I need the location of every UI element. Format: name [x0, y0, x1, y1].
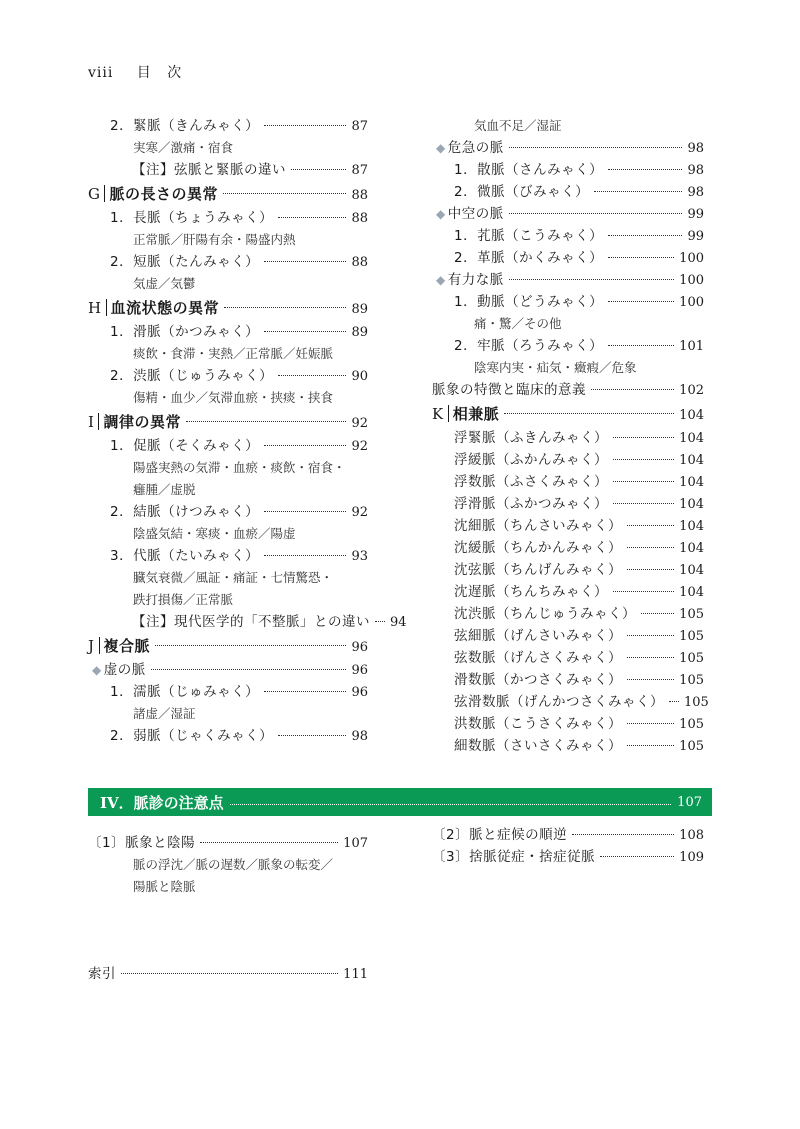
page-number: 105: [684, 695, 709, 710]
group-title: 危急の脈: [447, 140, 504, 156]
group-title: 有力な脈: [447, 272, 504, 288]
toc-subentry[interactable]: [432, 493, 704, 515]
toc-entry[interactable]: [432, 379, 704, 401]
section-title: 調律の異常: [103, 413, 181, 431]
page-number: 90: [351, 369, 368, 384]
toc-section-label: [88, 295, 219, 321]
toc-group-label: [436, 203, 504, 225]
toc-subentry[interactable]: [432, 603, 704, 625]
page-number: 88: [351, 211, 368, 226]
page-number: 105: [679, 673, 704, 688]
dot-leader: [627, 547, 674, 548]
toc-subentry[interactable]: [88, 681, 368, 703]
toc-subentry-label: 1．滑脈（かつみゃく）: [110, 324, 260, 340]
toc-subentry[interactable]: [432, 647, 704, 669]
toc-note: 実寒／激痛・宿食: [133, 140, 234, 155]
dot-leader: [155, 645, 346, 646]
toc-note: 気血不足／湿証: [474, 118, 562, 133]
dot-leader: [600, 856, 674, 857]
page-number: 92: [351, 439, 368, 454]
chapter-right-column: [432, 824, 704, 868]
toc-group-label: [92, 659, 146, 681]
dot-leader: [627, 679, 674, 680]
toc-note: 痛・驚／その他: [474, 316, 562, 331]
toc-subentry[interactable]: [432, 515, 704, 537]
toc-note: 陰盛気結・寒痰・血瘀／陽虚: [133, 526, 296, 541]
toc-subentry[interactable]: [432, 291, 704, 313]
toc-subentry[interactable]: [88, 545, 368, 567]
dot-leader: [608, 345, 674, 346]
toc-subentry-label: 2．短脈（たんみゃく）: [110, 254, 260, 270]
dot-leader: [608, 257, 674, 258]
dot-leader: [151, 669, 347, 670]
dot-leader: [230, 804, 672, 805]
dot-leader: [608, 169, 682, 170]
toc-subentry-label: 浮数脈（ふさくみゃく）: [454, 474, 608, 490]
dot-leader: [591, 389, 674, 390]
page-number: 89: [351, 302, 368, 317]
page-number: 101: [679, 339, 704, 354]
group-title: 中空の脈: [447, 206, 504, 222]
toc-note: 陽盛実熱の気滞・血瘀・痰飲・宿食・: [133, 460, 346, 475]
toc-subentry-label: 沈渋脈（ちんじゅうみゃく）: [454, 606, 636, 622]
toc-subentry[interactable]: [432, 537, 704, 559]
section-title: 相兼脈: [452, 405, 500, 423]
toc-section-label: [88, 181, 218, 207]
toc-subentry-label: 2．革脈（かくみゃく）: [454, 250, 604, 266]
toc-entry-label: 脈象の特徴と臨床的意義: [432, 382, 586, 398]
section-divider: [99, 637, 100, 654]
dot-leader: [278, 217, 346, 218]
page-number: 98: [687, 185, 704, 200]
page-number: 87: [351, 119, 368, 134]
page-number: 104: [679, 585, 704, 600]
toc-subentry[interactable]: [88, 501, 368, 523]
toc-subentry[interactable]: [432, 449, 704, 471]
group-title: 虚の脈: [103, 662, 146, 678]
toc-subentry-label: 1．散脈（さんみゃく）: [454, 162, 604, 178]
toc-group-label: [436, 269, 504, 291]
dot-leader: [641, 613, 674, 614]
dot-leader: [509, 213, 683, 214]
section-letter: J: [88, 637, 95, 655]
toc-group[interactable]: [432, 203, 704, 225]
dot-leader: [627, 723, 674, 724]
toc-subentry-label: 洪数脈（こうさくみゃく）: [454, 716, 622, 732]
toc-subentry[interactable]: [432, 625, 704, 647]
toc-subentry[interactable]: [88, 435, 368, 457]
section-letter: G: [88, 185, 101, 203]
section-title: 血流状態の異常: [110, 299, 220, 317]
toc-subentry[interactable]: [432, 713, 704, 735]
page-number: 102: [679, 383, 704, 398]
dot-leader: [264, 261, 346, 262]
toc-subentry-label: 浮緩脈（ふかんみゃく）: [454, 452, 608, 468]
toc-subentry[interactable]: [88, 251, 368, 273]
toc-subentry-label: 浮緊脈（ふきんみゃく）: [454, 430, 608, 446]
page-number: 100: [679, 273, 704, 288]
section-letter: H: [88, 299, 102, 317]
page-number: 93: [351, 549, 368, 564]
toc-subentry[interactable]: [432, 247, 704, 269]
toc-entry[interactable]: [432, 824, 704, 846]
dot-leader: [278, 735, 346, 736]
page-number: 104: [679, 431, 704, 446]
toc-note-entry-label: 【注】現代医学的「不整脈」との違い: [132, 614, 370, 630]
toc-section[interactable]: [88, 633, 368, 659]
toc-subentry[interactable]: [432, 159, 704, 181]
toc-section-label: [432, 401, 499, 427]
dot-leader: [608, 301, 674, 302]
dot-leader: [264, 511, 346, 512]
toc-subentry[interactable]: [432, 471, 704, 493]
toc-note: 跌打損傷／正常脈: [133, 592, 234, 607]
dot-leader: [509, 279, 674, 280]
toc-subentry-label: 2．渋脈（じゅうみゃく）: [110, 368, 274, 384]
dot-leader: [264, 331, 346, 332]
page-number: 94: [390, 615, 407, 630]
toc-subentry[interactable]: [432, 691, 709, 713]
dot-leader: [608, 235, 682, 236]
toc-subentry[interactable]: [432, 181, 704, 203]
toc-subentry-label: 沈緩脈（ちんかんみゃく）: [454, 540, 622, 556]
dot-leader: [186, 421, 347, 422]
toc-note: 正常脈／肝陽有余・陽盛内熱: [133, 232, 296, 247]
page-number: 87: [351, 163, 368, 178]
toc-subentry[interactable]: [88, 321, 368, 343]
page-number: 104: [679, 408, 704, 423]
page-number: 105: [679, 739, 704, 754]
page-number: 104: [679, 519, 704, 534]
page-number: 98: [351, 729, 368, 744]
toc-subentry[interactable]: [432, 735, 704, 757]
dot-leader: [627, 635, 674, 636]
dot-leader: [264, 691, 346, 692]
section-letter: K: [432, 405, 444, 423]
dot-leader: [291, 169, 346, 170]
chapter-page: 107: [677, 794, 702, 810]
toc-entry-label: 〔2〕脈と症候の順逆: [432, 827, 568, 843]
page-number: 98: [687, 163, 704, 178]
dot-leader: [627, 569, 674, 570]
page-number: 98: [687, 141, 704, 156]
toc-group[interactable]: [432, 269, 704, 291]
section-divider: [106, 299, 107, 316]
toc-subentry-label: 弦滑数脈（げんかつさくみゃく）: [454, 694, 664, 710]
dot-leader: [572, 834, 674, 835]
page-number: 107: [343, 836, 368, 851]
toc-section-label: [88, 633, 150, 659]
dot-leader: [627, 657, 674, 658]
dot-leader: [200, 842, 338, 843]
dot-leader: [613, 481, 674, 482]
toc-subentry[interactable]: [432, 559, 704, 581]
toc-subentry-label: 1．動脈（どうみゃく）: [454, 294, 604, 310]
dot-leader: [375, 621, 385, 622]
toc-subentry-label: 浮滑脈（ふかつみゃく）: [454, 496, 608, 512]
toc-subentry[interactable]: [432, 427, 704, 449]
toc-subentry[interactable]: [88, 365, 368, 387]
toc-subentry[interactable]: [88, 207, 368, 229]
toc-group[interactable]: [88, 659, 368, 681]
toc-subentry-label: 2．緊脈（きんみゃく）: [110, 118, 260, 134]
dot-leader: [509, 147, 683, 148]
dot-leader: [613, 503, 674, 504]
toc-subentry[interactable]: [88, 115, 368, 137]
dot-leader: [264, 445, 346, 446]
page-number: 100: [679, 295, 704, 310]
toc-note: 陰寒内実・疝気・癥瘕／危象: [474, 360, 637, 375]
dot-leader: [613, 591, 674, 592]
page-title: 目 次: [136, 65, 188, 81]
toc-subentry[interactable]: [432, 225, 704, 247]
dot-leader: [504, 413, 674, 414]
diamond-icon: ◆: [436, 141, 446, 155]
toc-subentry-label: 1．長脈（ちょうみゃく）: [110, 210, 274, 226]
diamond-icon: ◆: [436, 207, 446, 221]
dot-leader: [627, 525, 674, 526]
toc-section[interactable]: [88, 181, 368, 207]
toc-section[interactable]: [88, 409, 368, 435]
toc-group-label: [436, 137, 504, 159]
dot-leader: [223, 193, 346, 194]
toc-subentry-label: 沈細脈（ちんさいみゃく）: [454, 518, 622, 534]
toc-right-column: [432, 115, 709, 757]
dot-leader: [264, 555, 346, 556]
toc-subentry-label: 1．濡脈（じゅみゃく）: [110, 684, 260, 700]
toc-section[interactable]: [432, 401, 704, 427]
diamond-icon: ◆: [92, 663, 102, 677]
toc-note: 諸虚／湿証: [133, 706, 196, 721]
toc-subentry-label: 2．微脈（びみゃく）: [454, 184, 590, 200]
toc-subentry[interactable]: [432, 581, 704, 603]
toc-subentry-label: 沈遅脈（ちんちみゃく）: [454, 584, 608, 600]
dot-leader: [121, 973, 338, 974]
page-number: 96: [351, 685, 368, 700]
dot-leader: [613, 459, 674, 460]
toc-note-entry[interactable]: [88, 611, 407, 633]
toc-group[interactable]: [432, 137, 704, 159]
diamond-icon: ◆: [436, 273, 446, 287]
page-number: 108: [679, 828, 704, 843]
section-divider: [104, 185, 105, 202]
dot-leader: [613, 437, 674, 438]
index-entry[interactable]: [88, 963, 368, 985]
dot-leader: [669, 701, 679, 702]
chapter-left-column: [88, 832, 368, 898]
chapter-title: IV．脈診の注意点: [100, 793, 224, 812]
toc-subentry-label: 弦細脈（げんさいみゃく）: [454, 628, 622, 644]
page-header: [88, 62, 187, 82]
dot-leader: [264, 125, 346, 126]
dot-leader: [224, 307, 346, 308]
section-divider: [98, 413, 99, 430]
dot-leader: [627, 745, 674, 746]
toc-subentry-label: 細数脈（さいさくみゃく）: [454, 738, 622, 754]
page-number: 96: [351, 663, 368, 678]
toc-note: 癰腫／虚脱: [133, 482, 196, 497]
toc-subentry[interactable]: [432, 335, 704, 357]
toc-entry[interactable]: [432, 846, 704, 868]
toc-subentry-label: 2．結脈（けつみゃく）: [110, 504, 260, 520]
page-number: 104: [679, 475, 704, 490]
toc-subentry[interactable]: [432, 669, 704, 691]
page-number: 88: [351, 188, 368, 203]
page-number: 88: [351, 255, 368, 270]
section-title: 脈の長さの異常: [109, 185, 218, 203]
page-number: 92: [351, 505, 368, 520]
dot-leader: [278, 375, 346, 376]
page-number: 105: [679, 717, 704, 732]
page-number: 99: [687, 207, 704, 222]
toc-entry[interactable]: [88, 832, 368, 854]
section-letter: I: [88, 413, 95, 431]
toc-subentry-label: 沈弦脈（ちんげんみゃく）: [454, 562, 622, 578]
toc-entry-label: 〔3〕捨脈従症・捨症従脈: [432, 849, 596, 865]
toc-subentry-label: 1．促脈（そくみゃく）: [110, 438, 260, 454]
page-number: 104: [679, 497, 704, 512]
toc-subentry-label: 2．弱脈（じゃくみゃく）: [110, 728, 274, 744]
page-number: 105: [679, 607, 704, 622]
toc-note: 気虚／気鬱: [133, 276, 196, 291]
page-number: 104: [679, 541, 704, 556]
page-number: 89: [351, 325, 368, 340]
page-number: 96: [351, 640, 368, 655]
page-number: 104: [679, 563, 704, 578]
page-number: 104: [679, 453, 704, 468]
toc-entry-label: 〔1〕脈象と陰陽: [88, 835, 196, 851]
toc-subentry[interactable]: [88, 725, 368, 747]
chapter-banner[interactable]: [88, 788, 712, 816]
toc-subentry-label: 滑数脈（かつさくみゃく）: [454, 672, 622, 688]
page-number: 100: [679, 251, 704, 266]
page-number: 92: [351, 416, 368, 431]
toc-section-label: [88, 409, 181, 435]
toc-note-entry[interactable]: [88, 159, 368, 181]
toc-note: 脈の浮沈／脈の遅数／脈象の転変／: [133, 857, 334, 872]
toc-note: 陽脈と陰脈: [133, 879, 196, 894]
page-number: viii: [88, 65, 114, 81]
index-page: 111: [343, 967, 368, 982]
page-number: 105: [679, 629, 704, 644]
index-label: 索引: [88, 966, 116, 982]
page-number: 109: [679, 850, 704, 865]
section-title: 複合脈: [103, 637, 151, 655]
section-divider: [448, 405, 449, 422]
toc-note: 臓気衰微／風証・痛証・七情驚恐・: [133, 570, 334, 585]
toc-note-entry-label: 【注】弦脈と緊脈の違い: [132, 162, 286, 178]
toc-left-column: [88, 115, 407, 747]
toc-subentry-label: 弦数脈（げんさくみゃく）: [454, 650, 622, 666]
page-number: 99: [687, 229, 704, 244]
toc-subentry-label: 2．牢脈（ろうみゃく）: [454, 338, 604, 354]
toc-note: 傷精・血少／気滞血瘀・挟痰・挟食: [133, 390, 334, 405]
toc-subentry-label: 3．代脈（たいみゃく）: [110, 548, 260, 564]
dot-leader: [594, 191, 682, 192]
page-number: 105: [679, 651, 704, 666]
toc-subentry-label: 1．芤脈（こうみゃく）: [454, 228, 604, 244]
toc-note: 痰飲・食滞・実熱／正常脈／妊娠脈: [133, 346, 334, 361]
toc-section[interactable]: [88, 295, 368, 321]
